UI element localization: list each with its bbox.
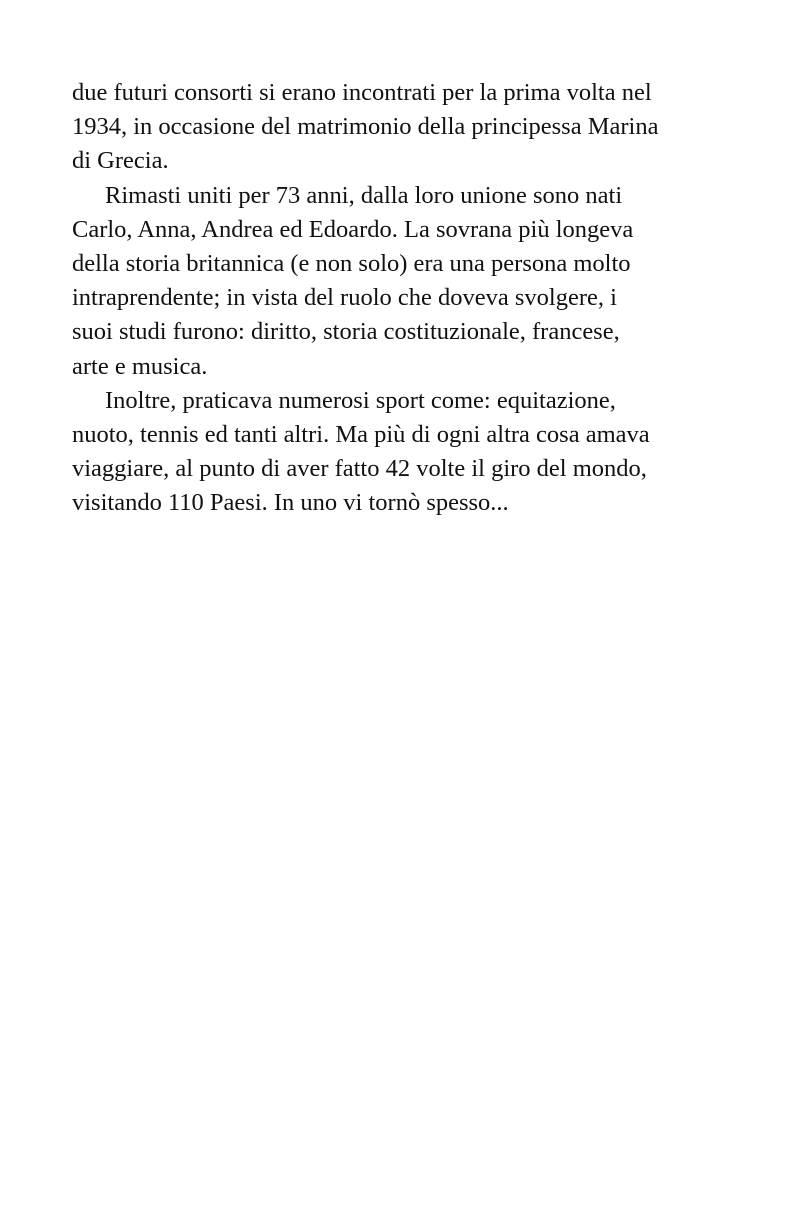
text-line: suoi studi furono: diritto, storia costituzionale, francese, <box>72 318 620 346</box>
body-text <box>72 76 732 521</box>
text-line: Rimasti uniti per 73 anni, dalla loro unione sono nati <box>105 181 623 209</box>
text-line: nuoto, tennis ed tanti altri. Ma più di ogni altra cosa amava <box>72 421 650 449</box>
text-line: intraprendente; in vista del ruolo che doveva svolgere, i <box>72 284 617 312</box>
text-line: della storia britannica (e non solo) era una persona molto <box>72 250 631 278</box>
paragraph-2 <box>72 179 732 384</box>
text-line: viaggiare, al punto di aver fatto 42 volte il giro del mondo, <box>72 455 647 483</box>
text-line: visitando 110 Paesi. In uno vi tornò spesso... <box>72 489 509 517</box>
text-line: di Grecia. <box>72 147 169 175</box>
text-line: 1934, in occasione del matrimonio della principessa Marina <box>72 113 659 141</box>
paragraph-1 <box>72 76 732 179</box>
paragraph-3 <box>72 384 732 521</box>
text-line: arte e musica. <box>72 352 208 380</box>
text-line: Inoltre, praticava numerosi sport come: equitazione, <box>105 386 616 414</box>
text-line: Carlo, Anna, Andrea ed Edoardo. La sovrana più longeva <box>72 215 634 243</box>
text-line: due futuri consorti si erano incontrati per la prima volta nel <box>72 79 652 106</box>
